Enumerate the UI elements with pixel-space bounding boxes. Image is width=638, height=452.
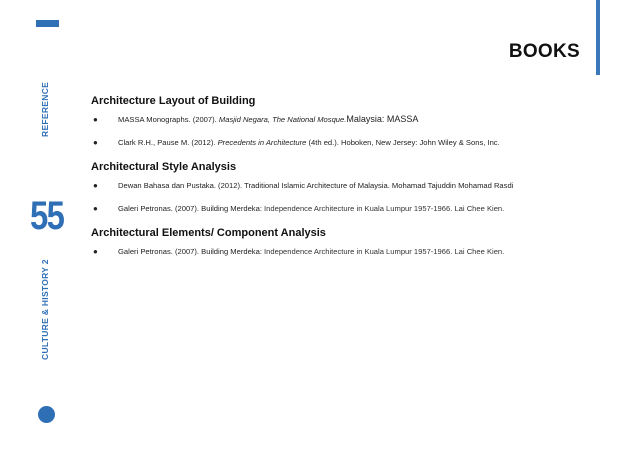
reference-text: Galeri Petronas. (2007). Building Merdeka: (118, 247, 265, 256)
references-content (91, 95, 611, 270)
bullet-icon: ● (93, 204, 98, 213)
reference-publisher: (4th ed.). Hoboken, New Jersey: John Wiley & Sons, Inc. (306, 138, 500, 147)
reference-title: Masjid Negara, The National Mosque. (218, 115, 347, 124)
section-style (91, 161, 611, 215)
right-accent-rule (596, 0, 600, 75)
section-layout (91, 95, 611, 149)
section-elements (91, 227, 611, 258)
reference-text: Clark R.H., Pause M. (2012). (118, 138, 218, 147)
page-number: 55 (30, 194, 64, 238)
reference-text: Galeri Petronas. (2007). Building Merdeka: (118, 204, 265, 213)
bullet-icon: ● (93, 181, 98, 190)
reference-text: MASSA Monographs. (2007). (118, 115, 219, 124)
section-heading: Architectural Style Analysis (91, 161, 237, 173)
section-heading: Architectural Elements/ Component Analysis (91, 227, 326, 239)
reference-item (91, 245, 611, 258)
reference-item (91, 136, 611, 149)
reference-item (91, 202, 611, 215)
sidebar-course-label: CULTURE & HISTORY 2 (40, 259, 50, 360)
reference-text: Dewan Bahasa dan Pustaka. (2012). Traditional Islamic Architecture of Malaysia. Mohamad Tajuddin Mohamad Rasdi (118, 181, 514, 190)
bullet-icon: ● (93, 247, 98, 256)
bullet-icon: ● (93, 115, 98, 124)
bullet-icon: ● (93, 138, 98, 147)
reference-publisher: Independence Architecture in Kuala Lumpur 1957-1966. Lai Chee Kien. (264, 247, 505, 256)
section-heading: Architecture Layout of Building (91, 95, 256, 107)
reference-item (91, 179, 611, 192)
reference-publisher: Independence Architecture in Kuala Lumpur 1957-1966. Lai Chee Kien. (264, 204, 505, 213)
top-accent-bar (36, 20, 59, 27)
reference-publisher: Malaysia: MASSA (346, 114, 419, 124)
sidebar-reference-label: REFERENCE (40, 81, 50, 137)
page-title: BOOKS (508, 41, 580, 62)
accent-dot (38, 406, 55, 423)
reference-item (91, 113, 611, 126)
reference-title: Precedents in Architecture (217, 138, 307, 147)
